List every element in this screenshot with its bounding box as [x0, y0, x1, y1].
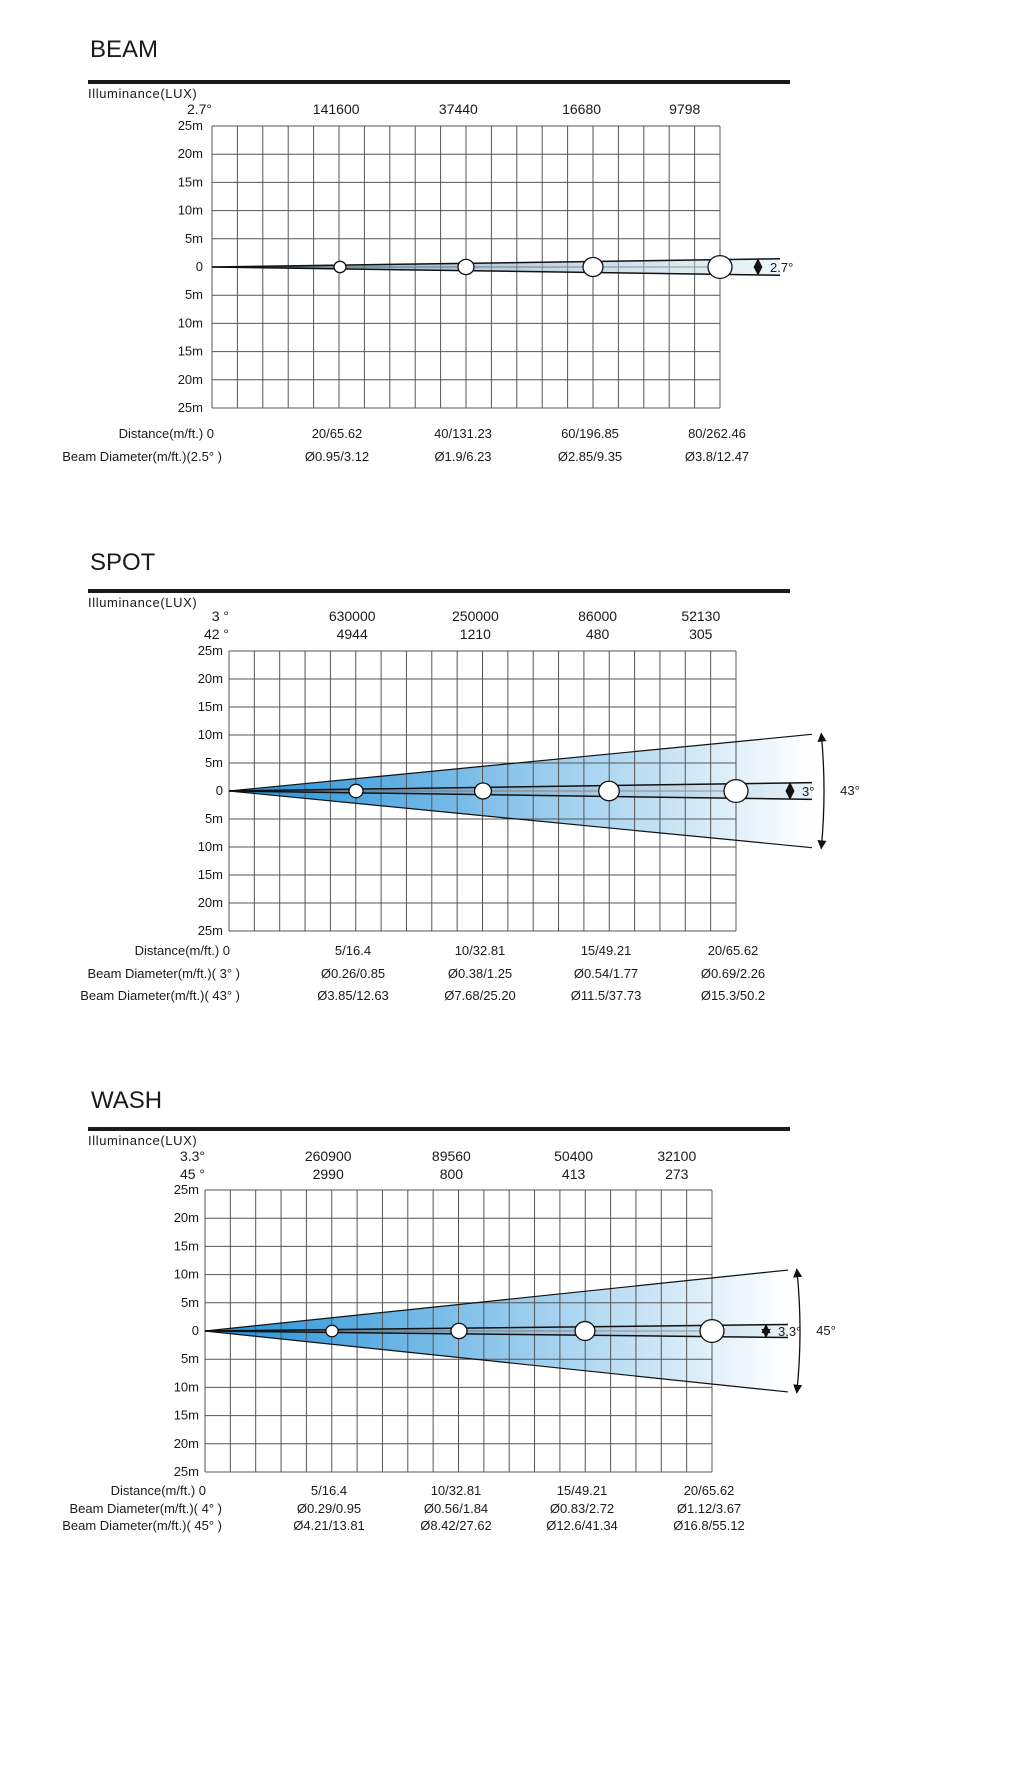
distance-value: 20/65.62	[683, 1483, 735, 1498]
illuminance-value: 32100	[657, 1148, 697, 1164]
beam-diameter-value: Ø3.85/12.63	[317, 988, 389, 1003]
illuminance-value: 2990	[312, 1166, 344, 1182]
illuminance-value: 141600	[312, 101, 360, 117]
illuminance-label: Illuminance(LUX)	[88, 1133, 198, 1148]
chart-wash	[62, 1087, 836, 1533]
y-tick-label: 10m	[197, 839, 223, 854]
beam-diameter-circle	[700, 1320, 724, 1343]
y-tick-label: 5m	[204, 811, 223, 826]
illuminance-value: 305	[689, 626, 713, 642]
beam-diameter-value: Ø0.38/1.25	[447, 966, 513, 981]
illuminance-value: 37440	[438, 101, 478, 117]
y-tick-label: 10m	[173, 1266, 199, 1282]
y-tick-label: 5m	[180, 1294, 199, 1310]
y-tick-label: 10m	[177, 202, 203, 218]
beam-diameter-value: Ø4.21/13.81	[293, 1518, 365, 1533]
y-tick-label: 25m	[173, 1464, 199, 1479]
distance-value: 20/65.62	[707, 943, 759, 958]
y-tick-label: 5m	[184, 287, 203, 303]
beam-diameter-value: Ø0.29/0.95	[296, 1501, 362, 1516]
beam-diameter-value: Ø0.95/3.12	[304, 449, 370, 464]
angle-label: 3 °	[211, 608, 229, 624]
narrow-angle-label: 2.7°	[770, 260, 794, 275]
narrow-angle-label: 3°	[802, 784, 815, 799]
beam-diameter-label: Beam Diameter(m/ft.)( 43° )	[80, 988, 240, 1003]
illuminance-value: 86000	[578, 608, 618, 624]
y-tick-label: 10m	[197, 727, 223, 742]
angle-label: 45 °	[179, 1166, 205, 1182]
y-tick-label: 15m	[197, 699, 223, 714]
illuminance-value: 480	[585, 626, 610, 642]
beam-diameter-circle	[451, 1323, 467, 1338]
chart-beam	[62, 36, 793, 464]
illuminance-value: 260900	[304, 1148, 352, 1164]
wide-angle-label: 45°	[816, 1323, 836, 1338]
wide-angle-label: 43°	[840, 783, 860, 798]
beam-diameter-value: Ø2.85/9.35	[557, 449, 623, 464]
angle-label: 2.7°	[186, 101, 212, 117]
illuminance-value: 9798	[669, 101, 701, 117]
beam-diameter-value: Ø0.26/0.85	[320, 966, 386, 981]
beam-diameter-value: Ø12.6/41.34	[546, 1518, 618, 1533]
beam-diameter-circle	[349, 784, 363, 797]
illuminance-value: 250000	[452, 608, 499, 624]
beam-diameter-label: Beam Diameter(m/ft.)( 3° )	[87, 966, 240, 981]
distance-value: 80/262.46	[688, 426, 746, 441]
y-tick-label: 20m	[177, 146, 203, 162]
beam-diameter-value: Ø8.42/27.62	[420, 1518, 492, 1533]
chart-title: SPOT	[90, 549, 156, 576]
chart-title: BEAM	[90, 36, 159, 63]
angle-label: 42 °	[203, 626, 229, 642]
y-tick-label: 20m	[173, 1210, 199, 1226]
y-tick-label: 25m	[197, 923, 223, 938]
illuminance-label: Illuminance(LUX)	[88, 595, 198, 610]
beam-diameter-value: Ø16.8/55.12	[673, 1518, 745, 1533]
illuminance-value: 89560	[431, 1148, 471, 1164]
distance-value: 15/49.21	[556, 1483, 608, 1498]
beam-diameter-circle	[475, 783, 492, 799]
beam-diameter-value: Ø11.5/37.73	[570, 988, 642, 1003]
y-tick-label: 10m	[177, 315, 203, 331]
y-tick-label: 25m	[173, 1182, 199, 1197]
y-tick-label: 0	[215, 783, 223, 798]
y-tick-label: 15m	[197, 867, 223, 882]
beam-diameter-circle	[599, 781, 620, 800]
y-tick-label: 5m	[180, 1351, 199, 1367]
illuminance-value: 273	[665, 1166, 689, 1182]
illuminance-value: 52130	[681, 608, 721, 624]
distance-value: 60/196.85	[561, 426, 619, 441]
beam-diameter-label: Beam Diameter(m/ft.)(2.5° )	[62, 449, 222, 464]
illuminance-value: 4944	[336, 626, 368, 642]
beam-diameter-label: Beam Diameter(m/ft.)( 45° )	[62, 1518, 222, 1533]
beam-diameter-value: Ø15.3/50.2	[700, 988, 766, 1003]
y-tick-label: 15m	[173, 1238, 199, 1254]
beam-diameter-circle	[334, 261, 346, 272]
y-tick-label: 20m	[197, 671, 223, 686]
illuminance-value: 16680	[562, 101, 602, 117]
narrow-angle-label: 3.3°	[778, 1324, 802, 1339]
y-tick-label: 0	[195, 259, 203, 274]
distance-value: 15/49.21	[580, 943, 632, 958]
beam-diameter-value: Ø0.54/1.77	[573, 966, 639, 981]
beam-diameter-value: Ø1.9/6.23	[434, 449, 492, 464]
distance-value: 5/16.4	[310, 1483, 348, 1498]
illuminance-value: 800	[439, 1166, 464, 1182]
y-tick-label: 10m	[173, 1379, 199, 1395]
y-tick-label: 25m	[177, 118, 203, 133]
beam-diameter-circle	[326, 1325, 338, 1337]
distance-value: 10/32.81	[454, 943, 506, 958]
y-tick-label: 20m	[197, 895, 223, 910]
illuminance-value: 413	[561, 1166, 586, 1182]
beam-diameter-label: Beam Diameter(m/ft.)( 4° )	[69, 1501, 222, 1516]
beam-diameter-value: Ø0.83/2.72	[549, 1501, 615, 1516]
narrow-beam-cone	[212, 259, 780, 275]
beam-diameter-circle	[583, 258, 603, 277]
beam-diameter-value: Ø3.8/12.47	[684, 449, 750, 464]
illuminance-label: Illuminance(LUX)	[88, 86, 198, 101]
distance-label: Distance(m/ft.) 0	[118, 426, 214, 441]
beam-diameter-circle	[575, 1322, 595, 1341]
y-tick-label: 5m	[204, 755, 223, 770]
y-tick-label: 0	[191, 1323, 199, 1338]
y-tick-label: 15m	[173, 1407, 199, 1423]
y-tick-label: 20m	[177, 371, 203, 387]
distance-value: 20/65.62	[311, 426, 363, 441]
illuminance-value: 630000	[328, 608, 376, 624]
distance-value: 10/32.81	[430, 1483, 482, 1498]
y-tick-label: 25m	[197, 643, 223, 658]
y-tick-label: 25m	[177, 400, 203, 415]
beam-diameter-circle	[458, 259, 474, 274]
beam-diameter-value: Ø0.69/2.26	[700, 966, 766, 981]
illuminance-value: 50400	[554, 1148, 594, 1164]
beam-diameter-circle	[708, 256, 732, 279]
beam-diameter-value: Ø1.12/3.67	[676, 1501, 742, 1516]
wide-angle-arc	[821, 733, 824, 848]
beam-diameter-value: Ø7.68/25.20	[444, 988, 516, 1003]
distance-value: 40/131.23	[434, 426, 492, 441]
distance-label: Distance(m/ft.) 0	[134, 943, 230, 958]
chart-title: WASH	[91, 1087, 163, 1114]
beam-diameter-value: Ø0.56/1.84	[423, 1501, 489, 1516]
y-tick-label: 15m	[177, 174, 203, 190]
distance-label: Distance(m/ft.) 0	[110, 1483, 206, 1498]
distance-value: 5/16.4	[334, 943, 372, 958]
illuminance-value: 1210	[459, 626, 491, 642]
y-tick-label: 15m	[177, 343, 203, 359]
y-tick-label: 5m	[184, 230, 203, 246]
y-tick-label: 20m	[173, 1435, 199, 1451]
angle-label: 3.3°	[179, 1148, 205, 1164]
beam-diameter-circle	[724, 780, 748, 803]
chart-spot	[80, 549, 860, 1003]
